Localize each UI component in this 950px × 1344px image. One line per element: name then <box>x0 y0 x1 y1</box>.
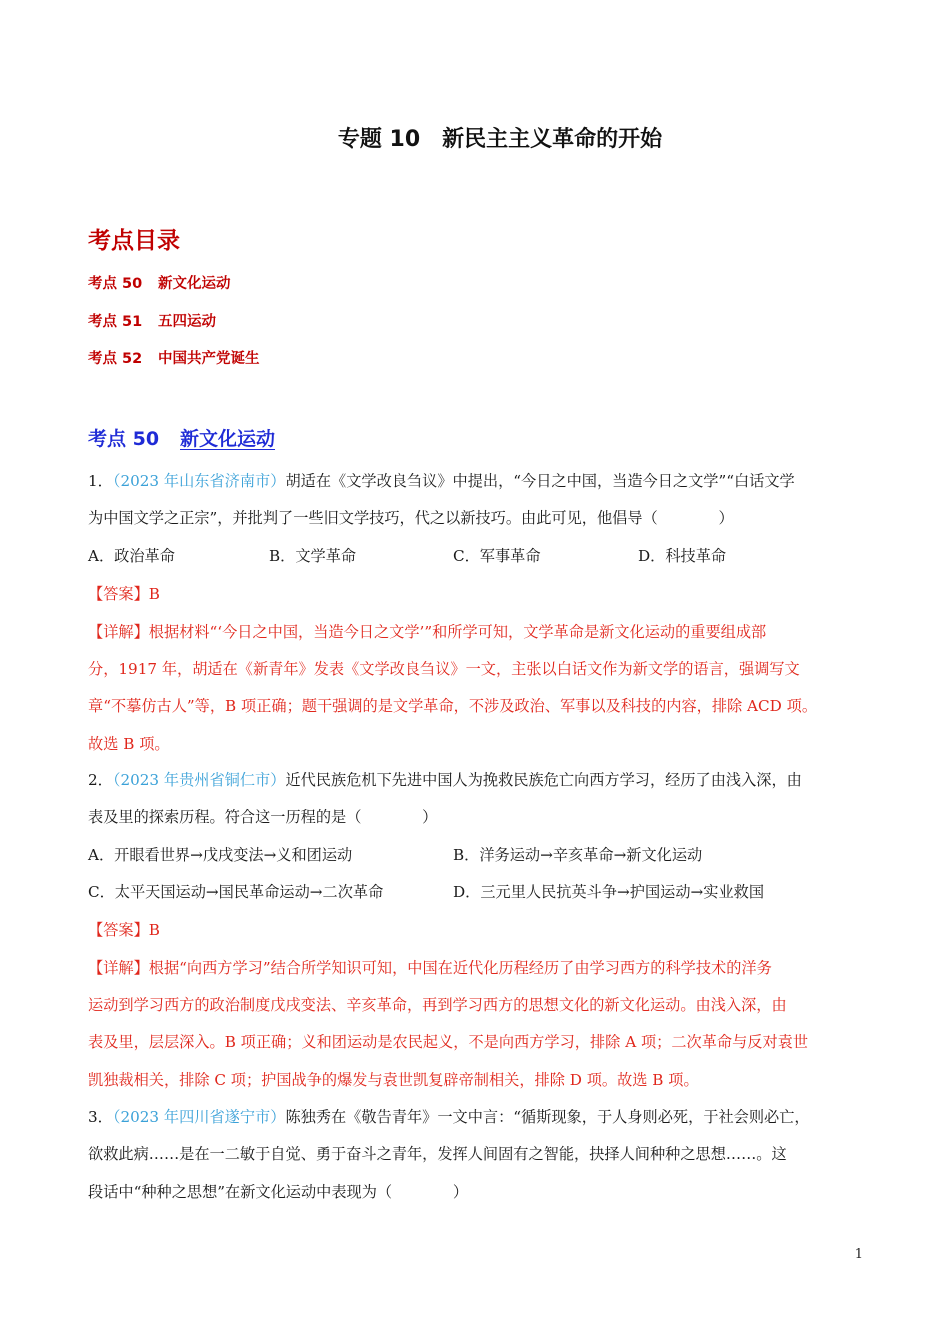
question-stem-line: 段话中“种种之思想”在新文化运动中表现为（ ） <box>88 1183 469 1201</box>
page-title: 专题 10 新民主主义革命的开始 <box>337 127 663 152</box>
section-label: 新文化运动 <box>180 428 276 450</box>
section-number: 考点 50 <box>88 428 160 450</box>
option-c: C．太平天国运动→国民革命运动→二次革命 <box>88 883 384 901</box>
toc-item[interactable] <box>88 347 260 368</box>
option-a: A．开眼看世界→戊戌变法→义和团运动 <box>88 846 353 864</box>
answer-line <box>88 919 160 940</box>
detail-line: 故选 B 项。 <box>88 735 170 753</box>
toc-item-label: 五四运动 <box>158 314 216 330</box>
page-number: 1 <box>854 1247 863 1262</box>
detail-line <box>88 957 772 978</box>
question-text: 近代民族危机下先进中国人为挽救民族危亡向西方学习，经历了由浅入深，由 <box>285 771 802 789</box>
answer-line <box>88 583 160 604</box>
question-source: （2023 年山东省济南市） <box>112 472 286 490</box>
detail-line: 凯独裁相关，排除 C 项；护国战争的爆发与袁世凯复辟帝制相关，排除 D 项。故选 B 项。 <box>88 1071 699 1089</box>
answer-tag: 【答案】 <box>88 921 149 939</box>
question-stem-line: 表及里的探索历程。符合这一历程的是（ ） <box>88 808 438 826</box>
toc-item[interactable] <box>88 272 231 293</box>
detail-line: 表及里，层层深入。B 项正确；义和团运动是农民起义，不是向西方学习，排除 A 项；二次革命与反对袁世 <box>88 1033 809 1051</box>
toc-item[interactable] <box>88 310 216 331</box>
detail-line: 分，1917 年，胡适在《新青年》发表《文学改良刍议》一文，主张以白话文作为新文学的语言，强调写文 <box>88 660 800 678</box>
toc-item-label: 中国共产党诞生 <box>158 351 260 367</box>
option-b: B．洋务运动→辛亥革命→新文化运动 <box>453 846 703 864</box>
answer-value: B <box>148 921 160 939</box>
answer-tag: 【答案】 <box>88 585 149 603</box>
option-a: A．政治革命 <box>88 547 175 565</box>
detail-line <box>88 621 766 642</box>
question-number: 2． <box>88 771 113 789</box>
question-text: 陈独秀在《敬告青年》一文中言：“循斯现象，于人身则必死，于社会则必亡， <box>285 1108 810 1126</box>
toc-heading: 考点目录 <box>88 228 180 254</box>
toc-item-label: 新文化运动 <box>158 276 231 292</box>
detail-text: 根据“向西方学习”结合所学知识可知，中国在近代化历程经历了由学习西方的科学技术的洋务 <box>148 959 772 977</box>
question-stem-line <box>88 1106 810 1127</box>
question-text: 胡适在《文学改良刍议》中提出，“今日之中国，当造今日之文学”“白话文学 <box>285 472 795 490</box>
detail-line: 运动到学习西方的政治制度戊戌变法、辛亥革命，再到学习西方的思想文化的新文化运动。由浅入深，由 <box>88 996 787 1014</box>
question-stem-line <box>88 470 795 491</box>
question-number: 3． <box>88 1108 113 1126</box>
question-stem-line: 欲救此病……是在一二敏于自觉、勇于奋斗之青年，发挥人间固有之智能，抉择人间种种之思想……。这 <box>88 1145 787 1163</box>
answer-value: B <box>148 585 160 603</box>
option-c: C．军事革命 <box>453 547 541 565</box>
section-heading <box>88 424 275 451</box>
detail-tag: 【详解】 <box>88 623 149 641</box>
question-number: 1． <box>88 472 113 490</box>
question-stem-line: 为中国文学之正宗”，并批判了一些旧文学技巧，代之以新技巧。由此可见，他倡导（ ） <box>88 509 734 527</box>
detail-text: 根据材料“‘今日之中国，当造今日之文学’”和所学可知，文学革命是新文化运动的重要组成部 <box>148 623 767 641</box>
toc-item-number: 考点 52 <box>88 351 143 367</box>
question-source: （2023 年贵州省铜仁市） <box>112 771 286 789</box>
toc-item-number: 考点 50 <box>88 276 143 292</box>
detail-line: 章“不摹仿古人”等，B 项正确；题干强调的是文学革命，不涉及政治、军事以及科技的内容，排除 ACD 项。 <box>88 697 817 715</box>
question-stem-line <box>88 769 802 790</box>
question-source: （2023 年四川省遂宁市） <box>112 1108 286 1126</box>
toc-item-number: 考点 51 <box>88 314 143 330</box>
option-d: D．三元里人民抗英斗争→护国运动→实业救国 <box>453 883 765 901</box>
option-b: B．文学革命 <box>269 547 357 565</box>
detail-tag: 【详解】 <box>88 959 149 977</box>
option-d: D．科技革命 <box>638 547 727 565</box>
